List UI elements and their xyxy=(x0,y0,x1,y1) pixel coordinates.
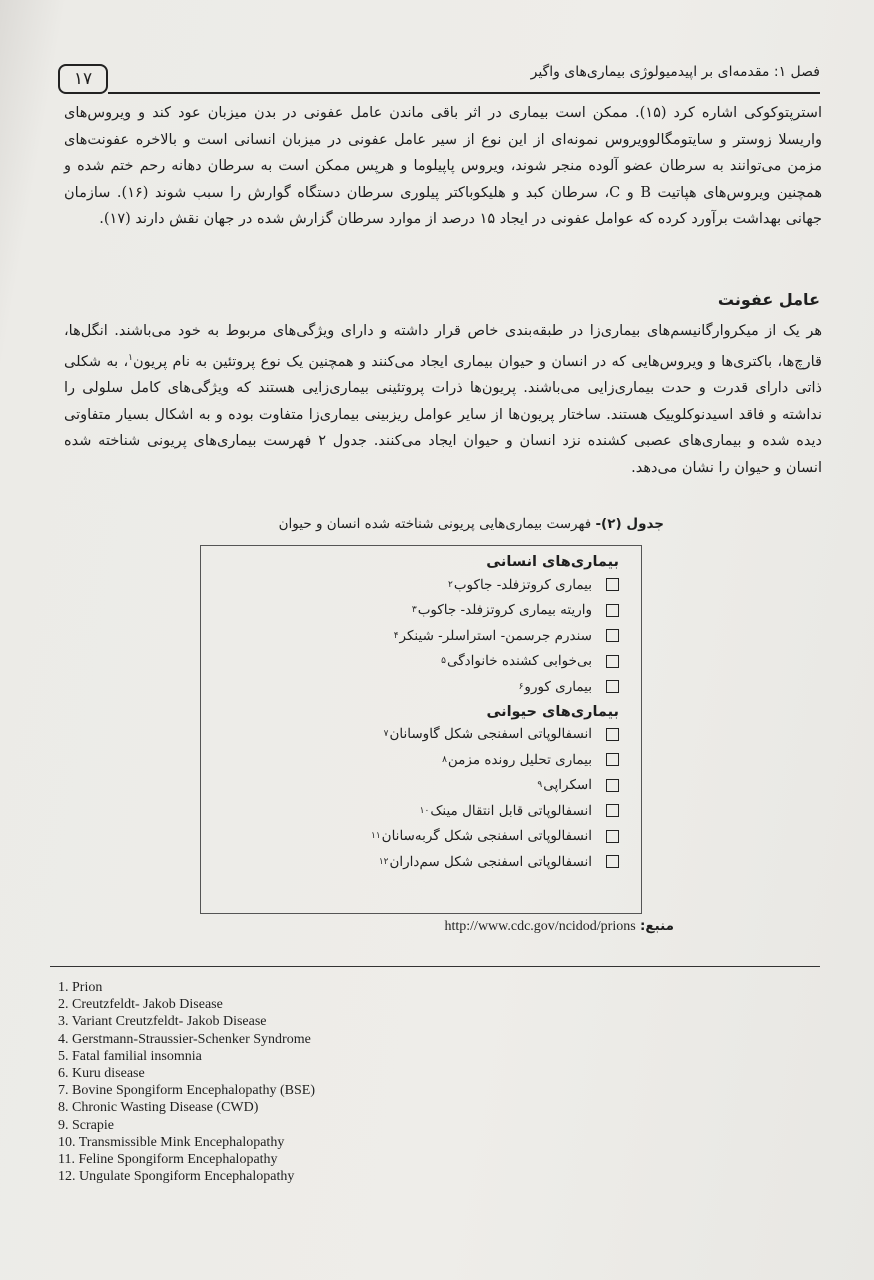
page-number: ۱۷ xyxy=(58,64,108,94)
page-header xyxy=(58,62,820,96)
checkbox-icon xyxy=(606,578,619,591)
checkbox-icon xyxy=(606,728,619,741)
item-note: ۴ xyxy=(393,630,399,641)
paragraph-1: استرپتوکوکی اشاره کرد (۱۵). ممکن است بیماری در اثر باقی ماندن عامل عفونی در بدن میزبان عود کند و ویروس‌های واریسلا زوستر و سایتومگالوویروس نمونه‌ای از این نوع از سیر عامل عفونی در میزبان انسانی است و بالاخره عفونت‌های مزمن می‌توانند به سرطان عضو آلوده منجر شوند، ویروس پاپیلوما و هرپس ممکن است به سرطان دهانه رحم ختم شده و همچنین ویروس‌های هپاتیت B و C، سرطان کبد و هلیکوباکتر پیلوری سرطان دستگاه گوارش را سبب شوند (۱۶). سازمان جهانی بهداشت برآورد کرده که عوامل عفونی در ایجاد ۱۵ درصد از موارد سرطان گزارش شده در جهان نقش دارند (۱۷). xyxy=(64,105,823,228)
item-text: بیماری تحلیل رونده مزمن xyxy=(447,751,592,768)
list-item xyxy=(201,824,619,850)
footnote: 11. Feline Spongiform Encephalopathy xyxy=(58,1152,278,1168)
footnote: 8. Chronic Wasting Disease (CWD) xyxy=(58,1100,259,1116)
item-note: ۵ xyxy=(441,656,446,667)
list-item xyxy=(201,674,619,700)
human-diseases-title: بیماری‌های انسانی xyxy=(486,554,619,570)
paragraph-2 xyxy=(64,318,822,481)
table-source xyxy=(445,918,675,935)
item-text: بیماری کورو xyxy=(524,678,592,695)
item-note: ۱۲ xyxy=(378,856,389,867)
footnote: 12. Ungulate Spongiform Encephalopathy xyxy=(58,1169,295,1185)
list-item xyxy=(201,572,619,598)
item-text: سندرم جرسمن- استراسلر- شینکر xyxy=(399,627,592,644)
item-note: ۳ xyxy=(411,605,417,616)
checkbox-icon xyxy=(606,680,619,693)
section-heading: عامل عفونت xyxy=(717,290,820,309)
footnote: 10. Transmissible Mink Encephalopathy xyxy=(58,1134,285,1150)
footnote: 4. Gerstmann-Straussier-Schenker Syndrome xyxy=(58,1031,311,1047)
checkbox-icon xyxy=(606,830,619,843)
table-caption-text: فهرست بیماری‌هایی پریونی شناخته شده انسان و حیوان xyxy=(278,516,592,532)
checkbox-icon xyxy=(606,779,619,792)
item-note: ۸ xyxy=(442,754,447,765)
list-item xyxy=(201,849,619,875)
checkbox-icon xyxy=(606,804,619,817)
checkbox-icon xyxy=(606,629,619,642)
footnote-divider xyxy=(50,966,820,967)
list-item xyxy=(201,598,619,624)
item-text: واریته بیماری کروتزفلد- جاکوب xyxy=(417,602,592,619)
item-note: ۱۱ xyxy=(370,831,381,842)
item-text: اسکراپی xyxy=(543,777,592,794)
footnote: 6. Kuru disease xyxy=(58,1066,145,1082)
checkbox-icon xyxy=(606,604,619,617)
item-text: انسفالوپاتی اسفنجی شکل گربه‌سانان xyxy=(381,828,592,845)
item-note: ۹ xyxy=(537,780,543,791)
item-note: ۱۰ xyxy=(419,805,430,816)
checkbox-icon xyxy=(606,855,619,868)
list-item xyxy=(201,773,619,799)
footnote-ref-1: ۱ xyxy=(128,352,134,363)
list-item xyxy=(201,798,619,824)
item-text: بی‌خوابی کشنده خانوادگی xyxy=(446,653,592,670)
chapter-title: فصل ۱: مقدمه‌ای بر اپیدمیولوژی بیماری‌های واگیر xyxy=(530,64,820,80)
item-text: انسفالوپاتی اسفنجی شکل سم‌داران xyxy=(389,853,592,870)
prion-disease-table xyxy=(200,545,642,914)
item-text: انسفالوپاتی اسفنجی شکل گاوسانان xyxy=(389,726,592,743)
checkbox-icon xyxy=(606,753,619,766)
list-item xyxy=(201,722,619,748)
header-rule xyxy=(108,92,820,94)
table-caption xyxy=(279,516,664,532)
item-note: ۷ xyxy=(383,729,389,740)
footnote: 2. Creutzfeldt- Jakob Disease xyxy=(58,997,223,1013)
footnote: 1. Prion xyxy=(58,980,103,995)
footnote: 5. Fatal familial insomnia xyxy=(58,1048,202,1064)
footnotes-list xyxy=(58,979,558,1185)
footnote: 7. Bovine Spongiform Encephalopathy (BSE) xyxy=(58,1083,316,1099)
paragraph-2-part-b: ، به شکلی ذاتی دارای قدرت و حدت بیماری‌زایی می‌باشند. پریون‌ها ذرات پروتئینی بیماری‌زایی هستند که ویژگی‌های کامل سلولی را نداشته و فاقد اسیدنوکلوییک هستند. ساختار پریون‌ها از سایر عوامل ریزبینی بیماری‌زا متفاوت بوده و به اشکال بسیار متفاوتی دیده شده و بیماری‌های عصبی کشنده نزد انسان و حیوان ایجاد می‌کنند. جدول ۲ فهرست بیماری‌های پریونی شناخته شده انسان و حیوان را نشان می‌دهد. xyxy=(64,353,822,476)
source-label: منبع: xyxy=(639,918,674,934)
list-item xyxy=(201,747,619,773)
source-url: http://www.cdc.gov/ncidod/prions xyxy=(444,919,636,934)
footnote: 9. Scrapie xyxy=(58,1117,114,1133)
animal-diseases-title: بیماری‌های حیوانی xyxy=(486,703,619,720)
paragraph-2-part-a: هر یک از میکروارگانیسم‌های بیماری‌زا در طبقه‌بندی خاص قرار داشته و دارای ویژگی‌های مربوط به خود می‌باشند. انگل‌ها، قارچ‌ها، باکتری‌ها و ویروس‌هایی که در انسان و حیوان بیماری ایجاد می‌کنند و همچنین یک نوع پروتئین به نام پریون xyxy=(64,323,822,370)
checkbox-icon xyxy=(606,655,619,668)
item-note: ۶ xyxy=(518,681,524,692)
table-caption-label: جدول (۲)- xyxy=(595,516,664,532)
footnote: 3. Variant Creutzfeldt- Jakob Disease xyxy=(58,1014,267,1030)
list-item xyxy=(201,649,619,675)
item-note: ۲ xyxy=(447,579,453,590)
item-text: انسفالوپاتی قابل انتقال مینک xyxy=(430,802,592,819)
list-item xyxy=(201,623,619,649)
item-text: بیماری کروتزفلد- جاکوب xyxy=(453,576,592,593)
